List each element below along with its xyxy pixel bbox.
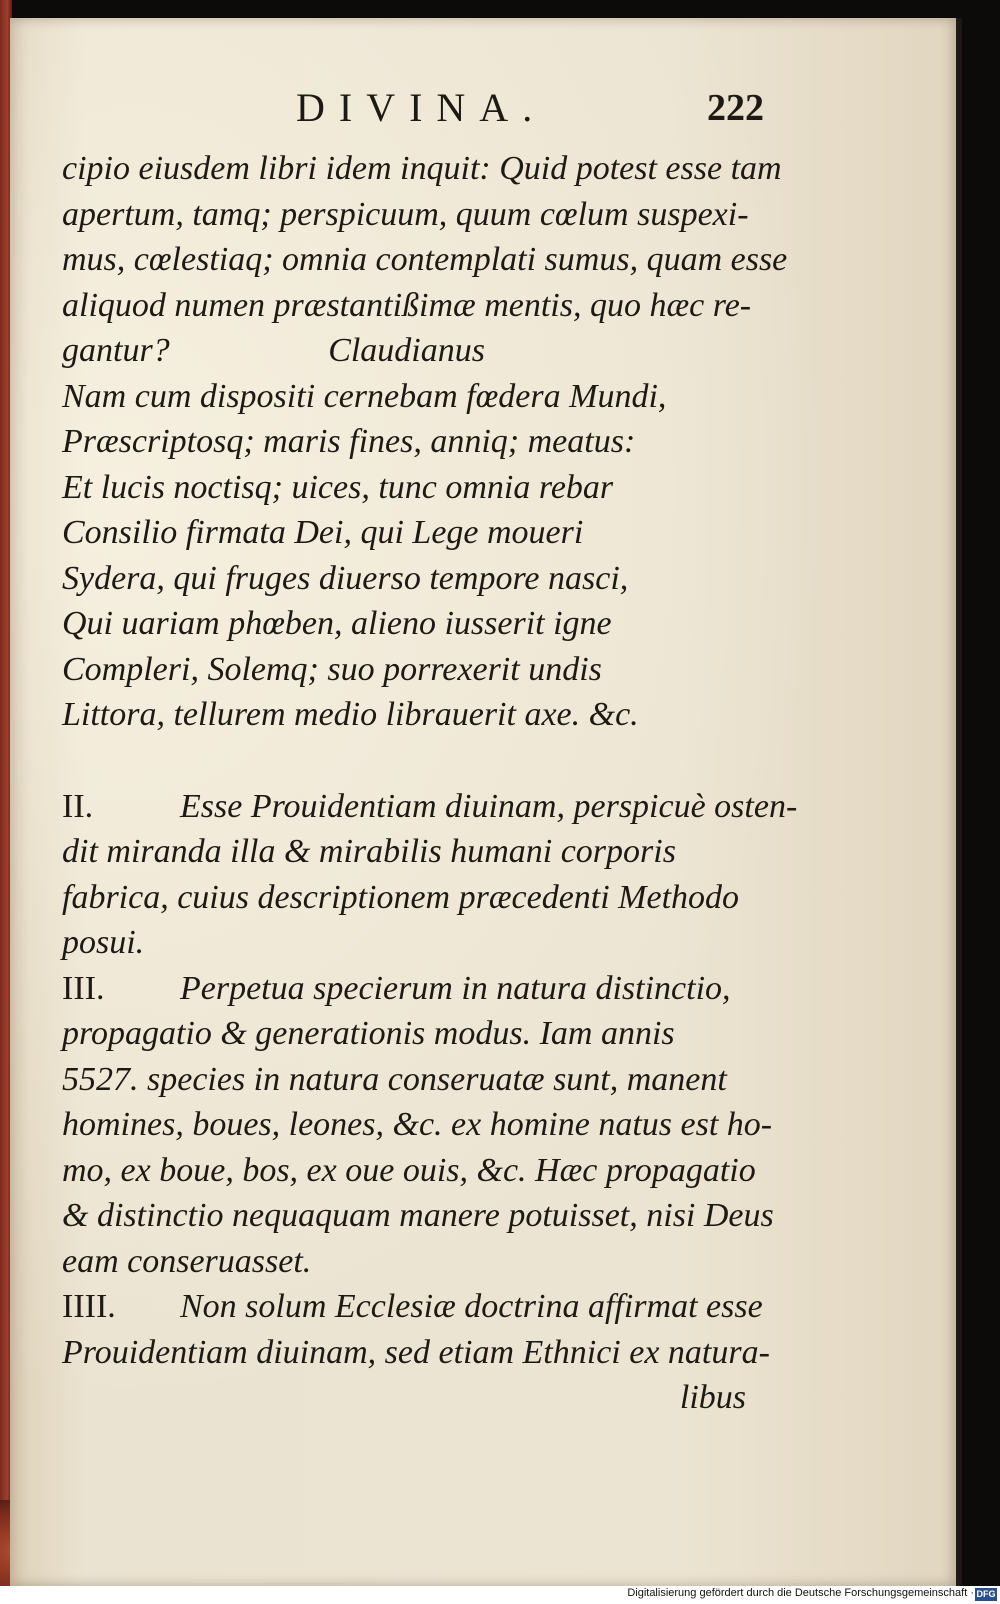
section-first-line: Esse Prouidentiam diuinam, perspicuè osten- xyxy=(180,787,798,825)
section-heading-line xyxy=(62,1284,782,1330)
verse-line: Præscriptosq; maris fines, anniq; meatus: xyxy=(62,423,636,460)
text-line: Prouidentiam diuinam, sed etiam Ethnici ex natura- xyxy=(62,1333,770,1371)
verse-line: Nam cum dispositi cernebam fœdera Mundi, xyxy=(62,377,667,415)
digitization-footer xyxy=(0,1586,1000,1604)
page-number: 222 xyxy=(707,87,764,129)
verse-line: Qui uariam phœben, alieno iusserit igne xyxy=(62,605,612,642)
text-line: posui. xyxy=(62,924,145,961)
text-line: & distinctio nequaquam manere potuisset, nisi Deus xyxy=(62,1197,774,1234)
text-line: homines, boues, leones, &c. ex homine natus est ho- xyxy=(62,1106,773,1143)
text-line: aliquod numen præstantißimæ mentis, quo hæc re- xyxy=(62,286,752,324)
text-line: apertum, tamq; perspicuum, quum cœlum suspexi- xyxy=(62,195,749,233)
section-first-line: Non solum Ecclesiæ doctrina affirmat esse xyxy=(180,1288,763,1325)
text-line: propagatio & generationis modus. Iam annis xyxy=(62,1015,675,1052)
running-head: DIVINA. xyxy=(296,85,547,130)
section-number: II. xyxy=(62,787,94,825)
poet-name: Claudianus xyxy=(328,332,485,369)
verse-line: Consilio firmata Dei, qui Lege moueri xyxy=(62,514,584,551)
catchword: libus xyxy=(679,1379,746,1416)
text-line xyxy=(62,328,782,374)
page-header xyxy=(10,80,956,130)
text-line: eam conseruasset. xyxy=(62,1242,312,1280)
section-number: IIII. xyxy=(62,1288,116,1325)
text-line: fabrica, cuius descriptionem præcedenti Methodo xyxy=(62,878,740,916)
section-first-line: Perpetua specierum in natura distinctio, xyxy=(180,969,731,1007)
verse-line: Compleri, Solemq; suo porrexerit undis xyxy=(62,650,602,688)
text-line: 5527. species in natura conseruatæ sunt, manent xyxy=(62,1060,727,1098)
text-line: cipio eiusdem libri idem inquit: Quid potest esse tam xyxy=(62,150,782,187)
text-line: mo, ex boue, bos, ex oue ouis, &c. Hæc propagatio xyxy=(62,1151,756,1189)
verse-line: Et lucis noctisq; uices, tunc omnia rebar xyxy=(62,468,614,506)
body-text xyxy=(62,146,798,1421)
verse-line: Littora, tellurem medio librauerit axe. &c. xyxy=(62,696,639,733)
section-heading-line xyxy=(62,966,782,1012)
section-heading-line xyxy=(62,784,798,830)
book-page xyxy=(10,18,956,1586)
paragraph-gap xyxy=(62,738,782,784)
section-number: III. xyxy=(62,969,105,1007)
funding-credit: Digitalisierung gefördert durch die Deutsche Forschungsgemeinschaft · xyxy=(627,1587,974,1599)
verse-line: Sydera, qui fruges diuerso tempore nasci, xyxy=(62,559,629,597)
text-line: mus, cœlestiaq; omnia contemplati sumus, quam esse xyxy=(62,241,788,278)
text-gantur: gantur? xyxy=(62,332,170,369)
text-line: dit miranda illa & mirabilis humani corporis xyxy=(62,833,676,870)
dfg-logo: DFG xyxy=(976,1589,996,1599)
